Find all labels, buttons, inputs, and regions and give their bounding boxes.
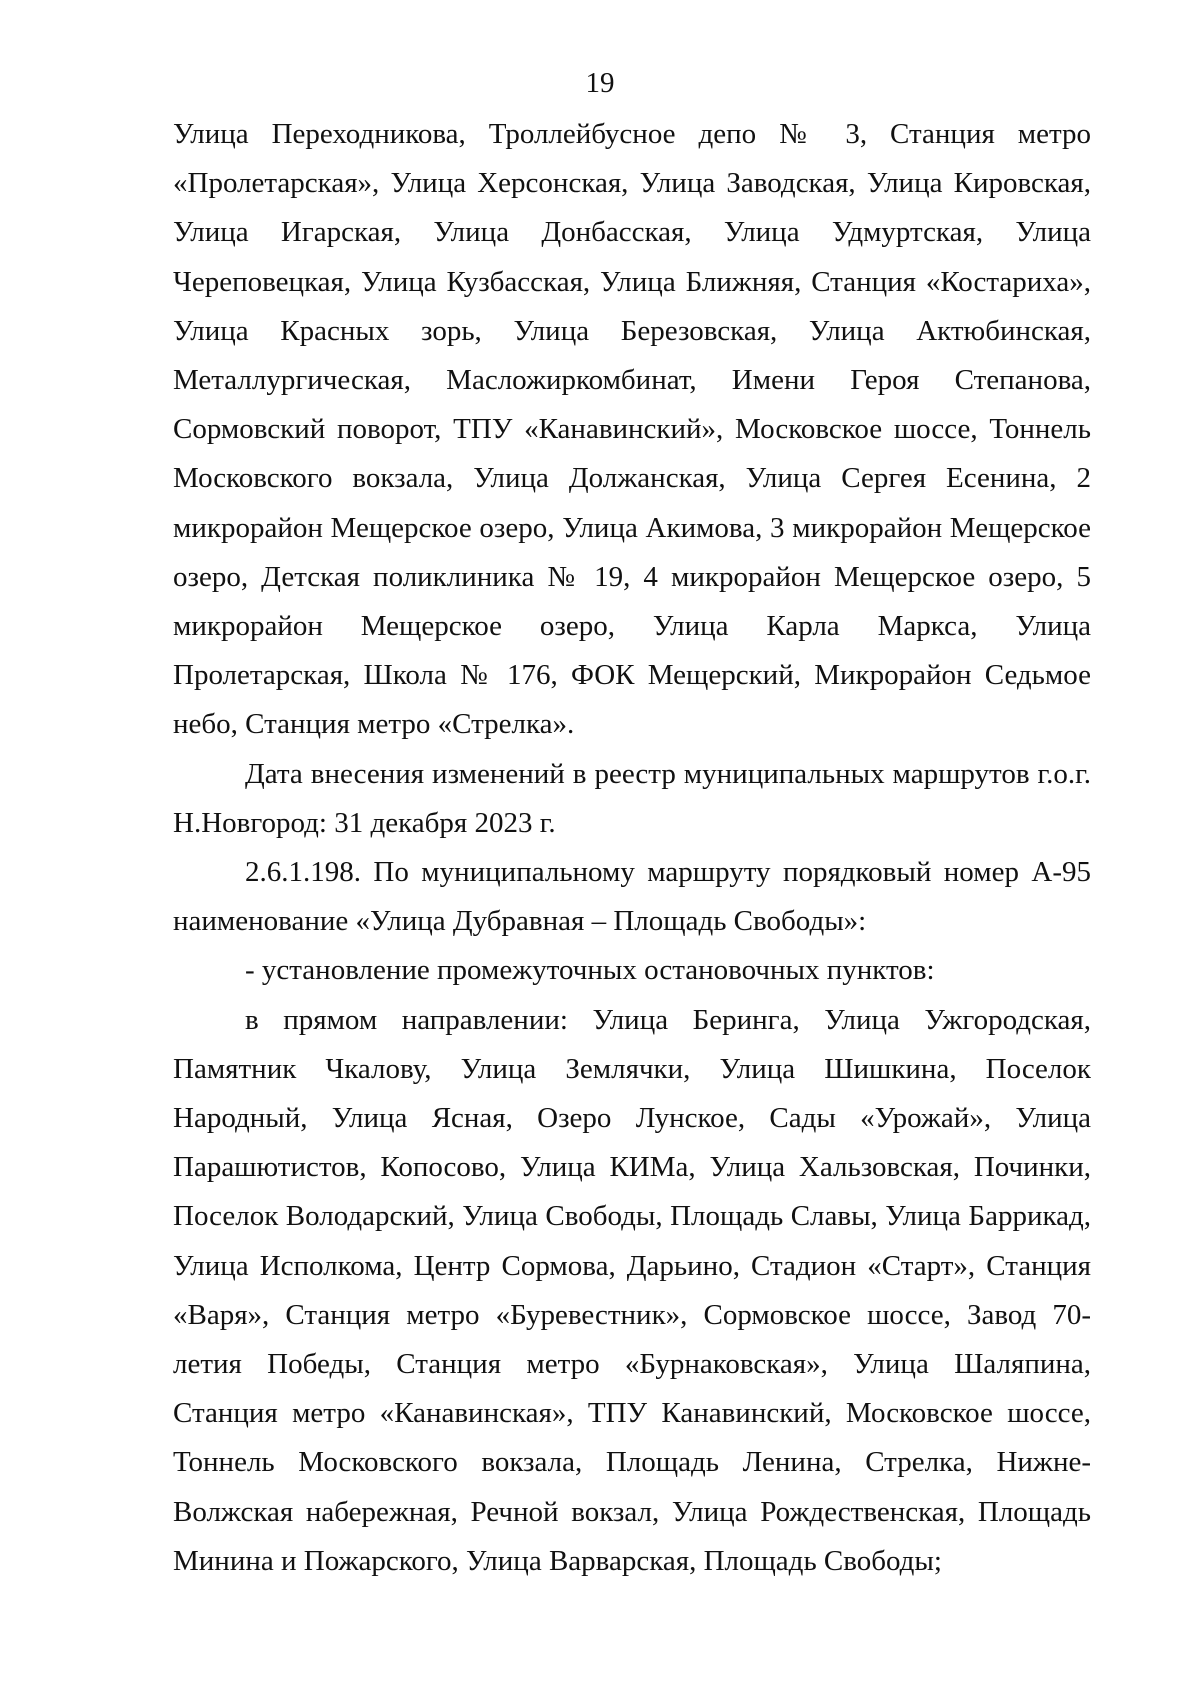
paragraph-registry-change-date: Дата внесения изменений в реестр муниципальных маршрутов г.о.г. Н.Новгород: 31 декабря 2023 г. (173, 757, 1091, 839)
paragraph-route-stops-continued: Улица Переходникова, Троллейбусное депо № 3, Станция метро «Пролетарская», Улица Херсонская, Улица Заводская, Улица Кировская, Улица Игарская, Улица Донбасская, Улица Удмуртская, Улица Череповецкая, Улица Кузбасская, Улица Ближняя, Станция «Костариха», Улица Красных зорь, Улица Березовская, Улица Актюбинская, Металлургическая, Масложиркомбинат, Имени Героя Степанова, Сормовский поворот, ТПУ «Канавинский», Московское шоссе, Тоннель Московского вокзала, Улица Должанская, Улица Сергея Есенина, 2 микрорайон Мещерское озеро, Улица Акимова, 3 микрорайон Мещерское озеро, Детская поликлиника № 19, 4 микрорайон Мещерское озеро, 5 микрорайон Мещерское озеро, Улица Карла Маркса, Улица Пролетарская, Школа № 176, ФОК Мещерский, Микрорайон Седьмое небо, Станция метро «Стрелка». (173, 118, 1091, 741)
paragraph-stops-intro: - установление промежуточных остановочных пунктов: (245, 954, 935, 987)
paragraph-route-a95-heading: 2.6.1.198. По муниципальному маршруту порядковый номер А-95 наименование «Улица Дубравная – Площадь Свободы»: (173, 856, 1091, 938)
document-body (173, 110, 1091, 1586)
paragraph-forward-direction-stops: в прямом направлении: Улица Беринга, Улица Ужгородская, Памятник Чкалову, Улица Землячки, Улица Шишкина, Поселок Народный, Улица Ясная, Озеро Лунское, Сады «Урожай», Улица Парашютистов, Копосово, Улица КИМа, Улица Хальзовская, Починки, Поселок Володарский, Улица Свободы, Площадь Славы, Улица Баррикад, Улица Исполкома, Центр Сормова, Дарьино, Стадион «Старт», Станция «Варя», Станция метро «Буревестник», Сормовское шоссе, Завод 70-летия Победы, Станция метро «Бурнаковская», Улица Шаляпина, Станция метро «Канавинская», ТПУ Канавинский, Московское шоссе, Тоннель Московского вокзала, Площадь Ленина, Стрелка, Нижне-Волжская набережная, Речной вокзал, Улица Рождественская, Площадь Минина и Пожарского, Улица Варварская, Площадь Свободы; (173, 1003, 1091, 1577)
page-number: 19 (585, 67, 615, 99)
